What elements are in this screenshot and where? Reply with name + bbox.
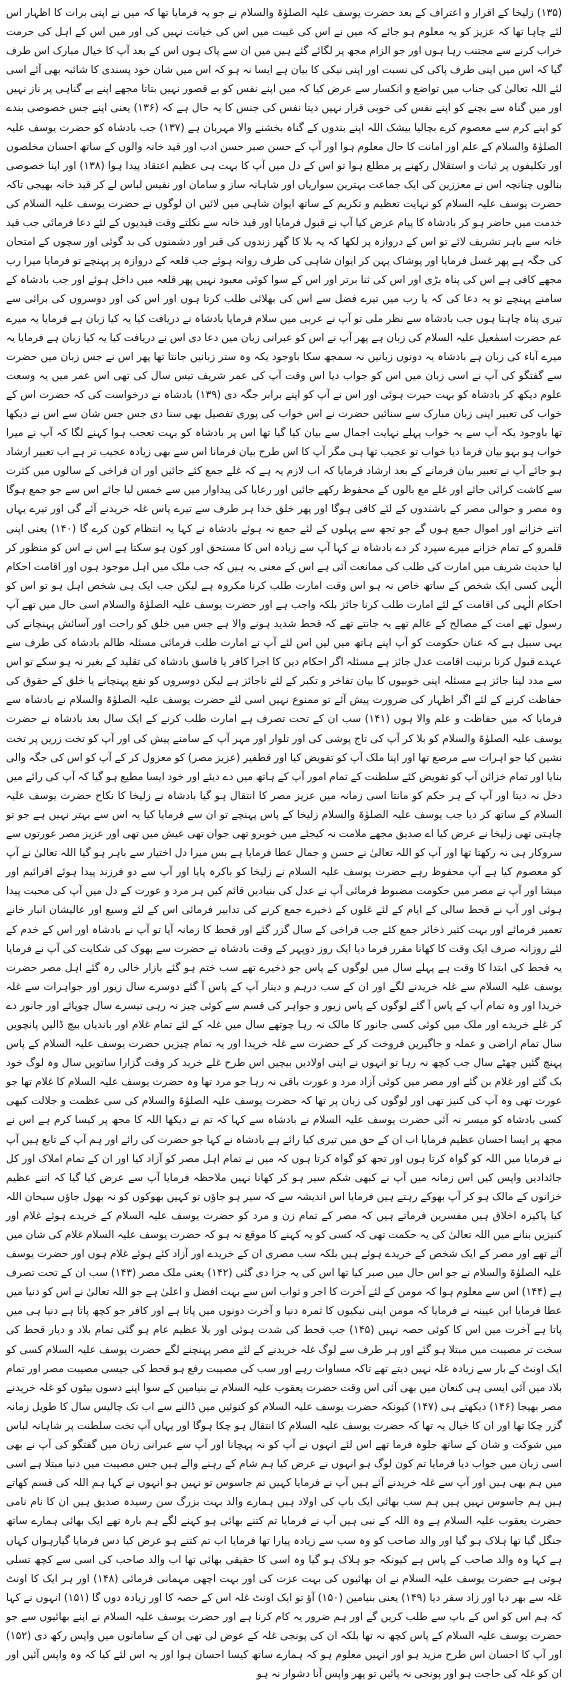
tafsir-paragraph-1: (۱۳۵) زلیخا کے اقرار و اعتراف کے بعد حضرت یوسف علیہ الصلوٰۃ والسلام نے جو یہ فرمایا تھا کہ میں نے اپنی برات کا اظہار اس لئے چاہا تھا کہ عزیز کو یہ معلوم ہو جائے کہ میں نے اس کی غیبت میں اس کی خیانت نہیں کی اور میں اس کے اہل کی حرمت خراب کرنے سے مجتنب رہا ہوں اور جو الزام مجھ پر لگائے گئے ہیں میں ان سے پاک ہوں اس کے بعد آپ کا خیال مبارک اس طرف گیا کہ اس میں اپنی طرف پاکی کی نسبت اور اپنی نیکی کا بیان ہے ایسا نہ ہو کہ اس میں شان خود پسندی کا شائبہ بھی آئے اسی لئے اللہ تعالیٰ کی جناب میں تواضع و انکسار سے عرض کیا کہ میں اپنے نفس کو بے قصور نہیں بتاتا مجھے اپنے بے گناہی پر ناز نہیں اور میں گناہ سے بچنے کو اپنے نفس کی خوبی قرار نہیں دیتا نفس کی جنس کا یہ حال ہے کہ (۱۳۶) یعنی اپنے جس خصوصی بندے کو اپنے کرم سے معصوم کرے بچالیا بیشک اللہ اپنے بندوں کے گناہ بخشنے والا مہربان ہے (۱۳۷) جب بادشاہ کو حضرت یوسف علیہ الصلوٰۃ والسلام کے علم اور امانت کا حال معلوم ہوا اور آپ کے حسن صبر حسن ادب اور قید خانہ والوں کے ساتھ احسان مخلصوں اور تکلیفوں پر ثبات و استقلال رکھنے پر مطلع ہوا تو اس کے دل میں آپ کا بہت ہی عظیم اعتقاد پیدا ہوا (۱۳۸) اور اپنا خصوصی بنالوں چنانچہ اس نے معززین کی ایک جماعت بہترین سواریاں اور شاہانہ ساز و سامان اور نفیس لباس لے کر قید خانہ بھیجی تاکہ حضرت یوسف علیہ السلام کو نہایت تعظیم و تکریم کے ساتھ ایوان شاہی میں لائیں ان لوگوں نے حضرت یوسف علیہ السلام کی خدمت میں حاضر ہو کر بادشاہ کا پیام عرض کیا آپ نے قبول فرمایا اور قید خانہ سے نکلتے وقت قیدیوں کے لئے دعا فرمائی جب قید خانہ سے باہر تشریف لائے تو اس کے دروازہ پر لکھا کہ یہ بلا کا گھر زندوں کی قبر اور دشمنوں کی بد گوئی اور سچوں کے امتحان کی جگہ ہے پھر غسل فرمایا اور پوشاک پہن کر ایوان شاہی کی طرف روانہ ہوئے جب قلعہ کے دروازہ پر پہنچے تو فرمایا میرا رب مجھے کافی ہے اس کی پناہ بڑی اور اس کی ثنا برتر اور اس کے سوا کوئی معبود نہیں پھر قلعہ میں داخل ہوئے اور جب بادشاہ کے سامنے پہنچے تو یہ دعا کی کہ یا رب میں تیرے فضل سے اس کی بھلائی طلب کرتا ہوں اور اس کی اور دوسروں کی برائی سے تیری پناہ چاہتا ہوں جب بادشاہ سے نظر ملی تو آپ نے عربی میں سلام فرمایا بادشاہ نے دریافت کیا یہ کیا زبان ہے فرمایا یہ میرے عم حضرت اسمٰعیل علیہ السلام کی زبان ہے پھر آپ نے اس کو عبرانی زبان میں دعا دی اس نے دریافت کیا یہ کیا زبان ہے فرمایا یہ میرے آباء کی زبان ہے بادشاہ یہ دونوں زبانیں نہ سمجھ سکا باوجود یکہ وہ ستر زبانیں جانتا تھا پھر اس نے جس زبان میں حضرت سے گفتگو کی آپ نے اسی زبان میں اس کو جواب دیا اس وقت آپ کی عمر شریف تیس سال کی تھی اس عمر میں یہ وسعت علوم دیکھ کر بادشاہ کو بہت حیرت ہوئی اور اس نے آپ کو اپنے برابر جگہ دی (۱۳۹) بادشاہ نے درخواست کی کہ حضرت اس کے خواب کی تعبیر اپنی زبان مبارک سے سنائیں حضرت نے اس خواب کی پوری تفصیل بھی سنا دی جس جس شان سے اس نے دیکھا تھا باوجود یکہ آپ سے یہ خواب پہلے نہایت اجمال سے بیان کیا گیا تھا اس پر بادشاہ کو بہت تعجب ہوا کہنے لگا کہ آپ نے میرا خواب ہو بہو بیان فرما دیا خواب تو عجیب تھا ہی مگر آپ کا اس طرح بیان فرمانا اس سے بھی زیادہ عجیب تر ہے اب تعبیر ارشاد ہو جائے آپ نے تعبیر بیان فرمانے کے بعد ارشاد فرمایا کہ اب لازم یہ ہے کہ غلے جمع کئے جائیں اور ان فراخی کے سالوں میں کثرت سے کاشت کرائی جائے اور غلے مع بالوں کے محفوظ رکھے جائیں اور رعایا کی پیداوار میں سے خمس لیا جائے اس سے جو جمع ہوگا وہ مصر و حوالی مصر کے باشندوں کے لئے کافی ہوگا اور پھر خلق خدا ہر طرف سے تیرے پاس غلہ خریدنے آئے گی اور تیرے یہاں اتنے خزانے اور اموال جمع ہوں گے جو تجھ سے پہلوں کے لئے جمع نہ ہوئے بادشاہ نے کہا یہ انتظام کون کرے گا (۱۴۰) یعنی اپنی قلمرو کے تمام خزانے میرے سپرد کر دے بادشاہ نے کہا آپ سے زیادہ اس کا مستحق اور کون ہو سکتا ہے اس نے اس کو منظور کر لیا حدیث شریف میں امارت کی طلب کی ممانعت آئی ہے اس کے معنی یہ ہیں کہ جب ملک میں اہل موجود ہوں اور اقامت احکام الٰہی کسی ایک شخص کے ساتھ خاص نہ ہو اس وقت امارت طلب کرنا مکروہ ہے لیکن جب ایک ہی شخص اہل ہو تو اس کو احکام الٰہی کی اقامت کے لئے امارت طلب کرنا جائز بلکہ واجب ہے اور حضرت یوسف علیہ الصلوٰۃ والسلام اسی حال میں تھے آپ رسول تھے امت کے مصالح کے عالم تھے یہ جانتے تھے کہ قحط شدید ہونے والا ہے جس میں خلق کو راحت اور آسائش پہنچانے کی یہی سبیل ہے کہ عنان حکومت کو آپ اپنے ہاتھ میں لیں اس لئے آپ نے امارت طلب فرمائی مسئلہ ظالم بادشاہ کی طرف سے عہدے قبول کرنا برنیت اقامت عدل جائز ہے مسئلہ اگر احکام دین کا اجرا کافر یا فاسق بادشاہ کی تقلید کے بغیر نہ ہو سکے تو اس سے مدد لینا جائز ہے مسئلہ اپنی خوبیوں کا بیان تفاخر و تکبر کے لئے ناجائز ہے لیکن دوسروں کو نفع پہنچانے یا خلق کے حقوق کی حفاظت کرنے کے لئے اگر اظہار کی ضرورت پیش آئے تو ممنوع نہیں اسی لئے حضرت یوسف علیہ الصلوٰۃ والسلام نے بادشاہ سے فرمایا کہ میں حفاظت و علم والا ہوں (۱۴۱) سب ان کے تحت تصرف ہے امارت طلب کرنے کے ایک سال بعد بادشاہ نے حضرت یوسف علیہ الصلوٰۃ والسلام کو بلا کر آپ کی تاج پوشی کی اور تلوار اور مہر آپ کے سامنے پیش کی اور آپ کو تخت زریں پر تخت نشین کیا جو اہرات سے مرصع تھا اور اپنا ملک آپ کو تفویض کیا اور قطفیر (عزیز مصر) کو معزول کر کے آپ کو اس کی جگہ والی بنایا اور تمام خزائن آپ کو تفویض کئے سلطنت کے تمام امور آپ کے ہاتھ میں دے دیئے اور خود ایسا مطیع ہو گیا کہ آپ کی رائے میں دخل نہ دیتا اور آپ کے ہر حکم کو مانتا اسی زمانہ میں عزیز مصر کا انتقال ہو گیا بادشاہ نے زلیخا کا نکاح حضرت یوسف علیہ السلام کے ساتھ کر دیا جب یوسف علیہ الصلوٰۃ والسلام زلیخا کے پاس پہنچے تو ان سے فرمایا کیا یہ اس سے بہتر نہیں ہے جو تو چاہتی تھی زلیخا نے عرض کیا اے صدیق مجھے ملامت نہ کیجئے میں خوبرو تھی جوان تھی عیش میں تھی اور عزیز مصر عورتوں سے سروکار ہی نہ رکھتا تھا اور آپ کو اللہ تعالیٰ نے حسن و جمال عطا فرمایا ہے بس میرا دل اختیار سے باہر ہو گیا اللہ تعالیٰ نے آپ کو معصوم کیا ہے آپ محفوظ رہے حضرت یوسف علیہ السلام نے زلیخا کو باکرہ پایا اور آپ سے دو فرزند پیدا ہوئے افرائیم اور میشا اور آپ نے مصر میں حکومت مضبوط فرمائی آپ نے عدل کی بنیادیں قائم کیں ہر مرد و عورت کے دل میں آپ کی محبت پیدا ہوئی اور آپ نے قحط سالی کے ایام کے لئے غلوں کے ذخیرے جمع کرنے کی تدابیر فرمائی اس کے لئے وسیع اور عالیشان انبار خانے تعمیر فرمائے اور بہت کثیر ذخائر جمع کئے جب فراخی کے سال گزر گئے اور قحط کا زمانہ آیا تو آپ نے بادشاہ اور اس کے خدم کے لئے روزانہ صرف ایک وقت کا کھانا مقرر فرما دیا ایک روز دوپہر کے وقت بادشاہ نے حضرت سے بھوک کی شکایت کی آپ نے فرمایا یہ قحط کی ابتدا کا وقت ہے پہلے سال میں لوگوں کے پاس جو ذخیرے تھے سب ختم ہو گئے بازار خالی رہ گئے اہل مصر حضرت یوسف علیہ السلام سے غلہ خریدنے لگے اور ان کے سب درہم و دینار آپ کے پاس آ گئے دوسرے سال زیور اور جواہرات سے غلہ خریدا اور وہ تمام آپ کے پاس آ گئے لوگوں کے پاس زیور و جواہر کی قسم سے کوئی چیز نہ رہی تیسرے سال چوپائے اور جانور دے کر غلے خریدے اور ملک میں کوئی کسی جانور کا مالک نہ رہا چوتھے سال میں غلہ کے لئے تمام غلام اور باندیاں بیچ ڈالیں پانچویں سال تمام اراضی و عملہ و جاگیریں فروخت کر کے حضرت سے غلہ خریدا اور یہ تمام چیزیں حضرت یوسف علیہ السلام کے پاس پہنچ گئیں چھٹے سال جب کچھ نہ رہا تو انہوں نے اپنی اولادیں بیچیں اس طرح غلے خرید کر وقت گزارا ساتویں سال وہ لوگ خود بک گئے اور غلام بن گئے اور مصر میں کوئی آزاد مرد و عورت باقی نہ رہا جو مرد تھا وہ حضرت یوسف علیہ السلام کا غلام تھا جو عورت تھی وہ آپ کی کنیز تھی اور لوگوں کی زبان پر تھا کہ حضرت یوسف علیہ الصلوٰۃ والسلام کی سی عظمت و جلالت کبھی کسی بادشاہ کو میسر نہ آئی حضرت یوسف علیہ السلام نے بادشاہ سے کہا کہ تم نے دیکھا اللہ کا مجھ پر کیسا کرم ہے اس نے مجھ پر ایسا احسان عظیم فرمایا اب ان کے حق میں تیری کیا رائے ہے بادشاہ نے کہا جو حضرت کی رائے اور ہم آپ کے تابع ہیں آپ نے فرمایا میں اللہ کو گواہ کرتا ہوں اور تجھ کو گواہ کرتا ہوں کہ میں نے تمام اہل مصر کو آزاد کیا اور ان کے تمام املاک اور کل جائدادیں واپس کیں اس زمانہ میں آپ نے کبھی شکم سیر ہو کر کھانا نہیں ملاحظہ فرمایا آپ سے عرض کیا گیا کہ اتنے عظیم خزانوں کے مالک ہو کر آپ بھوکے رہتے ہیں فرمایا اس اندیشہ سے کہ سیر ہو جاؤں تو کہیں بھوکوں کو نہ بھول جاؤں سبحان اللہ کیا پاکیزہ اخلاق ہیں مفسرین فرماتے ہیں کہ مصر کے تمام زن و مرد کو حضرت یوسف علیہ السلام کے خریدے ہوئے غلام اور کنیزیں بنانے میں اللہ تعالیٰ کی یہ حکمت تھی کہ کسی کو یہ کہنے کا موقع نہ ہو کہ حضرت یوسف علیہ السلام غلام کی شان میں آئے تھے اور مصر کے ایک شخص کے خریدے ہوئے ہیں بلکہ سب مصری ان کے خریدے اور آزاد کئے ہوئے غلام ہوں اور حضرت یوسف علیہ الصلوٰۃ والسلام نے جو اس حال میں صبر کیا تھا اس کی یہ جزا دی گئی (۱۴۲) یعنی ملک مصر (۱۴۳) سب ان کے تحت تصرف ہے (۱۴۴) اس سے معلوم ہوا کہ مومن کے لئے آخرت کا اجر و ثواب اس سے بہت افضل و اعلیٰ ہے جو اللہ تعالیٰ نے اس کو دنیا میں عطا فرمایا ابن عیینہ نے فرمایا کہ مومن اپنی نیکیوں کا ثمرہ دنیا و آخرت دونوں میں پاتا ہے اور کافر جو کچھ پاتا ہے دنیا ہی میں پاتا ہے آخرت میں اس کا کوئی حصہ نہیں (۱۴۵) جب قحط کی شدت ہوئی اور بلا عظیم عام ہو گئی تمام بلاد و دیار قحط کی سخت تر مصیبت میں مبتلا ہو گئے اور ہر طرف سے لوگ غلہ خریدنے کے لئے مصر پہنچنے لگے حضرت یوسف علیہ السلام کسی کو ایک اونٹ کے بار سے زیادہ غلہ نہیں دیتے تھے تاکہ مساوات رہے اور سب کی مصیبت رفع ہو قحط کی جیسی مصیبت مصر اور تمام بلاد میں آئی ایسی ہی کنعان میں بھی آئی اس وقت حضرت یعقوب علیہ السلام نے بنیامین کے سوا اپنے دسوں بیٹوں کو غلہ خریدنے مصر بھیجا (۱۴۶) دیکھتے ہی (۱۴۷) کیونکہ حضرت یوسف علیہ السلام کو کنوئیں میں ڈالنے سے اب تک چالیس سال کا طویل زمانہ گزر چکا تھا اور ان کا خیال یہ تھا کہ حضرت یوسف علیہ السلام کا انتقال ہو چکا ہوگا اور یہاں آپ تخت سلطنت پر شاہانہ لباس میں شوکت و شان کے ساتھ جلوہ فرما تھے اس لئے انہوں نے آپ کو نہ پہچانا اور آپ سے عبرانی زبان میں گفتگو کی آپ نے بھی اسی زبان میں جواب دیا فرمایا تم کون لوگ ہو انہوں نے عرض کیا ہم شام کے رہنے والے ہیں جس مصیبت میں دنیا مبتلا ہے اسی میں ہم بھی ہیں اور آپ سے غلہ خریدنے آئے ہیں آپ نے فرمایا کہیں تم جاسوس تو نہیں ہو انہوں نے کہا ہم اللہ کی قسم کھاتے ہیں ہم جاسوس نہیں ہیں ہم سب بھائی ایک باپ کی اولاد ہیں ہمارے والد بہت بزرگ سن رسیدہ صدیق ہیں ان کا نام نامی حضرت یعقوب علیہ السلام ہے وہ اللہ کے نبی ہیں آپ نے فرمایا تم کتنے بھائی ہو کہنے لگے ہم بارہ تھے ایک بھائی ہمارے ساتھ جنگل گیا تھا ہلاک ہو گیا اور والد صاحب کو وہ سب سے زیادہ پیارا تھا فرمایا اب تم کتنے ہو عرض کیا دس فرمایا گیارہواں کہاں ہے کہا وہ والد صاحب کے پاس ہے کیونکہ جو ہلاک ہو گیا وہ اسی کا حقیقی بھائی تھا اب والد صاحب کی اسی سے کچھ تسلی ہوتی ہے حضرت یوسف علیہ السلام نے ان بھائیوں کی بہت عزت کی اور بہت اچھی مہمانی فرمائی (۱۴۸) اور ہر ایک کا اونٹ غلہ سے بھر دیا اور زاد سفر دیا (۱۴۹) یعنی بنیامین (۱۵۰) آؤ تو ایک اونٹ غلہ اس کے حصہ کا اور زیادہ دوں گا (۱۵۱) انہوں نے کہا کہ ہم اس کو اس کے باپ سے طلب کریں گے اور ہم ضرور یہ کام کرنا ہے اور حضرت یوسف علیہ السلام نے اپنے بھائیوں سے جو حضرت یوسف علیہ السلام کے پاس کچھ نہ تھا بلکہ ان کی پونجی غلہ کے عوض لی تھی ان کے سامانوں میں واپس رکھ دی (۱۵۲) اور آپ کا احسان اس طرح مزید ہو اور انہیں معلوم ہو کہ ہمارے ساتھ کیسا احسان ہوا اور یہ اس لئے کیا کہ وہ واپس آئیں اور ان کو غلہ کی حاجت ہو اور پونجی نہ پائیں تو پھر واپس آنا دشوار نہ ہو (6, 7, 563, 1681)
